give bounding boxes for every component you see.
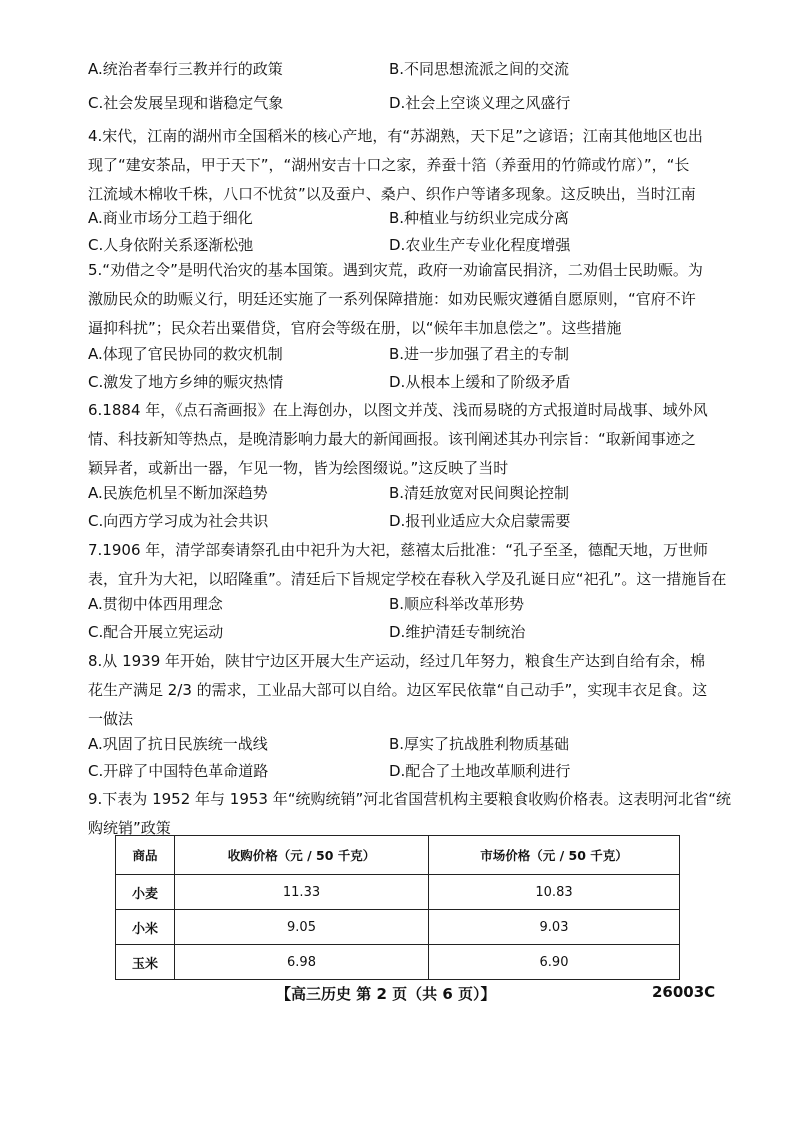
q8-option-c[interactable]: C.开辟了中国特色革命道路 bbox=[88, 762, 269, 780]
q5-option-b[interactable]: B.进一步加强了君主的专制 bbox=[389, 345, 570, 363]
q8-option-d[interactable]: D.配合了土地改革顺利进行 bbox=[389, 762, 571, 780]
table-header-commodity: 商品 bbox=[116, 836, 175, 875]
q6-options-row2 bbox=[88, 510, 768, 536]
table-cell-market-price: 10.83 bbox=[429, 875, 680, 910]
q4-option-b[interactable]: B.种植业与纺织业完成分离 bbox=[389, 209, 570, 227]
q5-line-2: 激励民众的助赈义行，明廷还实施了一系列保障措施：如劝民赈灾遵循自愿原则，“官府不许 bbox=[88, 290, 696, 308]
q6-line-2: 情、科技新知等热点，是晚清影响力最大的新闻画报。该刊阐述其办刊宗旨：“取新闻事迹之 bbox=[88, 430, 696, 448]
table-header-purchase-price: 收购价格（元 / 50 千克） bbox=[175, 836, 429, 875]
q7-option-a[interactable]: A.贯彻中体西用理念 bbox=[88, 595, 223, 613]
table-header-market-price: 市场价格（元 / 50 千克） bbox=[429, 836, 680, 875]
table-cell-commodity: 小麦 bbox=[116, 875, 175, 910]
q7-options-row2 bbox=[88, 621, 768, 647]
table-row bbox=[116, 910, 680, 945]
q5-line-1: 5.“劝借之令”是明代治灾的基本国策。遇到灾荒，政府一劝谕富民捐济，二劝倡士民助赈。为 bbox=[88, 261, 703, 279]
table-row bbox=[116, 875, 680, 910]
q8-options-row1 bbox=[88, 733, 768, 759]
table-header-row bbox=[116, 836, 680, 875]
page-footer bbox=[0, 983, 794, 1005]
q7-options-row1 bbox=[88, 593, 768, 619]
q8-option-a[interactable]: A.巩固了抗日民族统一战线 bbox=[88, 735, 268, 753]
q3-option-c[interactable]: C.社会发展呈现和谐稳定气象 bbox=[88, 94, 284, 112]
q6-line-3: 颖异者，或新出一器，乍见一物，皆为绘图缀说。”这反映了当时 bbox=[88, 459, 509, 477]
q8-line-3: 一做法 bbox=[88, 710, 134, 728]
q8-line-2: 花生产满足 2/3 的需求，工业品大部可以自给。边区军民依靠“自己动手”，实现丰衣足食。这 bbox=[88, 681, 708, 699]
q5-option-c[interactable]: C.激发了地方乡绅的赈灾热情 bbox=[88, 373, 284, 391]
q5-options-row1 bbox=[88, 343, 768, 369]
q4-line-2: 现了“建安茶品，甲于天下”，“湖州安吉十口之家，养蚕十箔（养蚕用的竹筛或竹席）”，“长 bbox=[88, 156, 690, 174]
q4-option-a[interactable]: A.商业市场分工趋于细化 bbox=[88, 209, 253, 227]
q4-option-c[interactable]: C.人身依附关系逐渐松弛 bbox=[88, 236, 254, 254]
q3-options-row1 bbox=[88, 58, 768, 84]
q5-line-3: 逼抑科扰”；民众若出粟借贷，官府会等级在册，以“候年丰加息偿之”。这些措施 bbox=[88, 319, 622, 337]
q4-line-1: 4.宋代，江南的湖州市全国稻米的核心产地，有“苏湖熟，天下足”之谚语；江南其他地区也出 bbox=[88, 127, 703, 145]
q6-option-c[interactable]: C.向西方学习成为社会共识 bbox=[88, 512, 269, 530]
q7-option-c[interactable]: C.配合开展立宪运动 bbox=[88, 623, 224, 641]
q4-option-d[interactable]: D.农业生产专业化程度增强 bbox=[389, 236, 571, 254]
q8-line-1: 8.从 1939 年开始，陕甘宁边区开展大生产运动，经过几年努力，粮食生产达到自给有余，棉 bbox=[88, 652, 706, 670]
q5-option-d[interactable]: D.从根本上缓和了阶级矛盾 bbox=[389, 373, 571, 391]
q8-options-row2 bbox=[88, 760, 768, 786]
q4-stem bbox=[88, 122, 722, 209]
q6-stem bbox=[88, 396, 722, 483]
q7-option-d[interactable]: D.维护清廷专制统治 bbox=[389, 623, 526, 641]
q6-options-row1 bbox=[88, 482, 768, 508]
table-cell-purchase-price: 6.98 bbox=[175, 945, 429, 980]
q6-option-a[interactable]: A.民族危机呈不断加深趋势 bbox=[88, 484, 268, 502]
exam-code: 26003C bbox=[652, 983, 716, 1001]
q7-line-2: 表，宜升为大祀，以昭隆重”。清廷后下旨规定学校在春秋入学及孔诞日应“祀孔”。这一措施旨在 bbox=[88, 570, 727, 588]
table-cell-purchase-price: 9.05 bbox=[175, 910, 429, 945]
table-cell-commodity: 小米 bbox=[116, 910, 175, 945]
table-cell-market-price: 6.90 bbox=[429, 945, 680, 980]
q3-option-d[interactable]: D.社会上空谈义理之风盛行 bbox=[389, 94, 571, 112]
q5-option-a[interactable]: A.体现了官民协同的救灾机制 bbox=[88, 345, 283, 363]
q9-line-2: 购统销”政策 bbox=[88, 819, 171, 837]
q6-option-b[interactable]: B.清廷放宽对民间舆论控制 bbox=[389, 484, 570, 502]
q5-options-row2 bbox=[88, 371, 768, 397]
q7-option-b[interactable]: B.顺应科举改革形势 bbox=[389, 595, 525, 613]
table-cell-purchase-price: 11.33 bbox=[175, 875, 429, 910]
q3-options-row2 bbox=[88, 92, 768, 118]
table-row bbox=[116, 945, 680, 980]
page-number: 【高三历史 第 2 页（共 6 页）】 bbox=[276, 985, 496, 1003]
q8-stem bbox=[88, 647, 722, 734]
q4-options-row1 bbox=[88, 207, 768, 233]
q5-stem bbox=[88, 256, 722, 343]
q6-line-1: 6.1884 年，《点石斋画报》在上海创办，以图文并茂、浅而易晓的方式报道时局战事、域外风 bbox=[88, 401, 708, 419]
q7-stem bbox=[88, 536, 727, 594]
table-cell-market-price: 9.03 bbox=[429, 910, 680, 945]
q7-line-1: 7.1906 年，清学部奏请祭孔由中祀升为大祀，慈禧太后批准：“孔子至圣，德配天地，万世师 bbox=[88, 541, 709, 559]
q3-option-b[interactable]: B.不同思想流派之间的交流 bbox=[389, 60, 570, 78]
q8-option-b[interactable]: B.厚实了抗战胜利物质基础 bbox=[389, 735, 570, 753]
q6-option-d[interactable]: D.报刊业适应大众启蒙需要 bbox=[389, 512, 571, 530]
grain-price-table bbox=[115, 835, 680, 980]
q9-line-1: 9.下表为 1952 年与 1953 年“统购统销”河北省国营机构主要粮食收购价格表。这表明河北省“统 bbox=[88, 790, 732, 808]
q3-option-a[interactable]: A.统治者奉行三教并行的政策 bbox=[88, 60, 283, 78]
table-cell-commodity: 玉米 bbox=[116, 945, 175, 980]
q4-line-3: 江流域木棉收千株，八口不忧贫”以及蚕户、桑户、织作户等诸多现象。这反映出，当时江南 bbox=[88, 185, 696, 203]
